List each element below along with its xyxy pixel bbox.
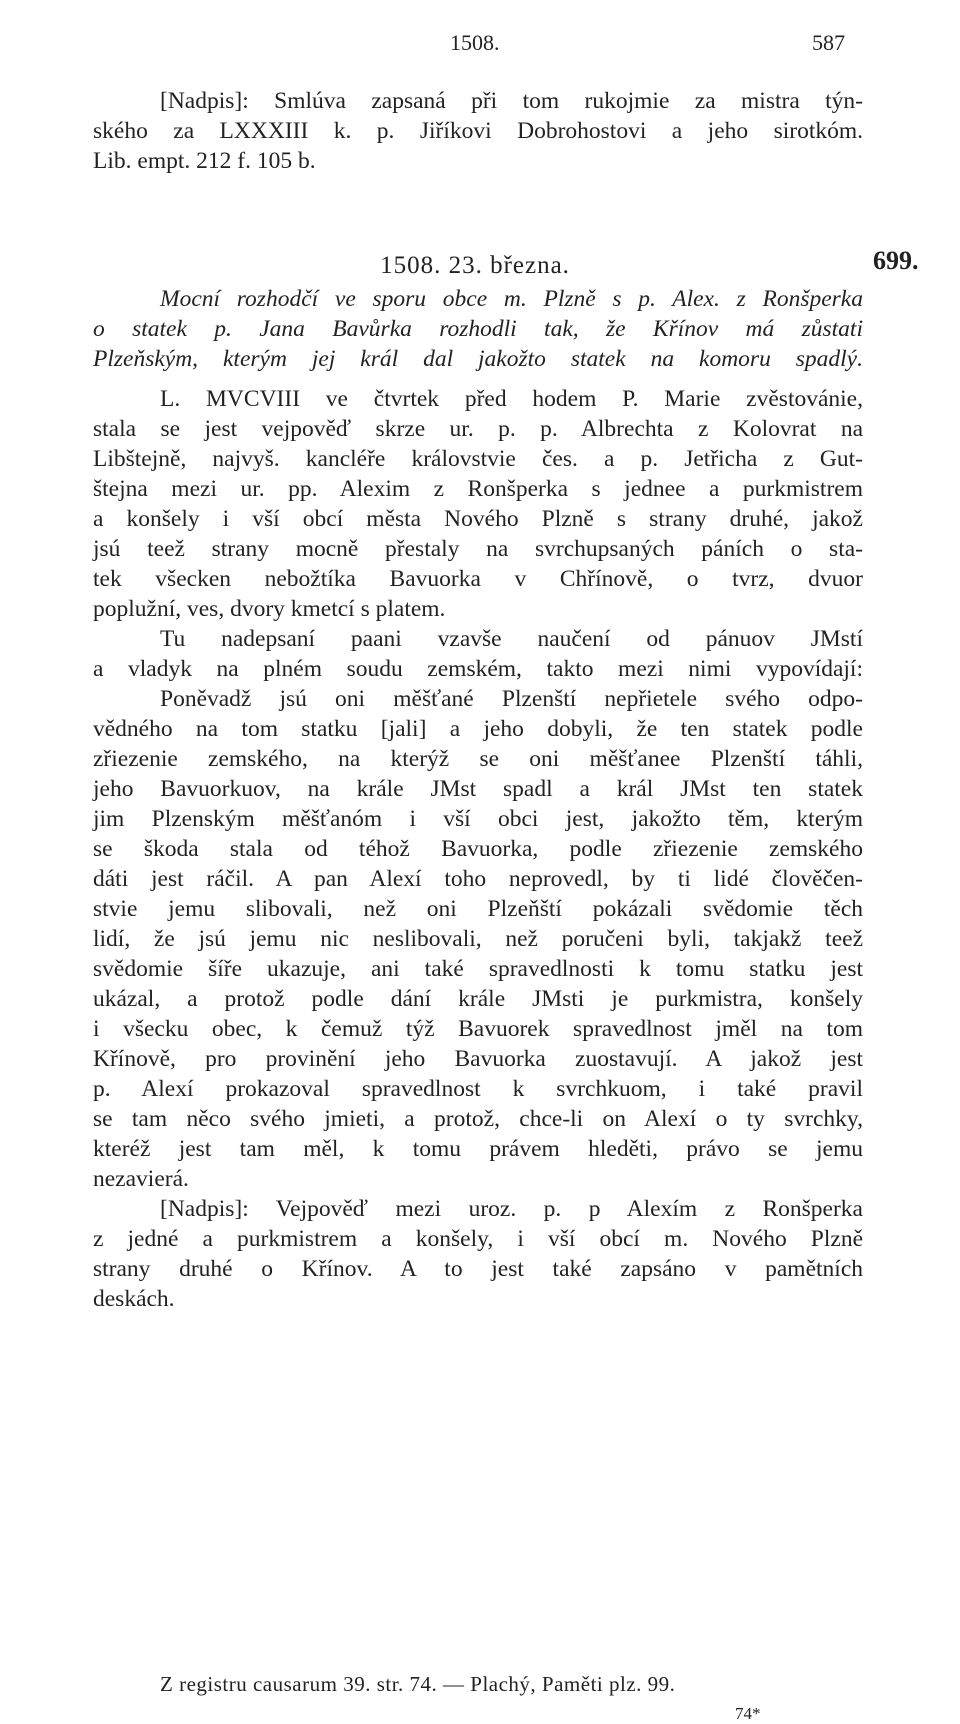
running-header-year: 1508. [450,30,500,55]
entry-date-heading: 1508. 23. března. [380,252,570,279]
body-line: jsú teež strany mocně přestaly na svrchupsaných páních o sta- [93,536,863,562]
body-line: Poněvadž jsú oni měšťané Plzenští nepřietele svého odpo- [160,686,863,712]
intro-line: [Nadpis]: Smlúva zapsaná při tom rukojmie za mistra týn- [160,88,863,114]
body-line: štejna mezi ur. pp. Alexim z Ronšperka s jednee a purkmistrem [93,476,863,502]
body-line: lidí, že jsú jemu nic neslibovali, než poručeni byli, takjakž teež [93,926,863,952]
body-line: Křínově, pro provinění jeho Bavuorka zuostavují. A jakož jest [93,1046,863,1072]
body-line: poplužní, ves, dvory kmetcí s platem. [93,596,446,622]
summary-line: Plzeňským, kterým jej král dal jakožto statek na komoru spadlý. [93,346,863,372]
body-line: strany druhé o Křínov. A to jest také zapsáno v pamětních [93,1256,863,1282]
body-line: tek všecken nebožtíka Bavuorka v Chřínově, o tvrz, dvuor [93,566,863,592]
body-line: jim Plzenským měšťanóm i vší obci jest, jakožto těm, kterým [93,806,863,832]
page-number: 587 [812,30,845,55]
body-line: a konšely i vší obcí města Nového Plzně s strany druhé, jakož [93,506,863,532]
source-citation: Z registru causarum 39. str. 74. — Plachý, Paměti plz. 99. [160,1672,676,1696]
body-line: L. MVCVIII ve čtvrtek před hodem P. Marie zvěstovánie, [160,386,863,412]
body-line: Libštejně, najvyš. kancléře královstvie čes. a p. Jetřicha z Gut- [93,446,863,472]
body-line: zřiezenie zemského, na kterýž se oni měšťanee Plzenští táhli, [93,746,863,772]
entry-number: 699. [873,246,919,275]
body-line: nezavierá. [93,1166,189,1192]
body-line: dáti jest ráčil. A pan Alexí toho neprovedl, by ti lidé člověčen- [93,866,863,892]
body-line: se tam něco svého jmieti, a protož, chce-li on Alexí o ty svrchky, [93,1106,863,1132]
body-line: a vladyk na plném soudu zemském, takto mezi nimi vypovídají: [93,656,863,682]
body-line: i všecku obec, k čemuž týž Bavuorek spravedlnost jměl na tom [93,1016,863,1042]
signature-mark: 74* [735,1704,761,1723]
body-line: stvie jemu slibovali, než oni Plzeňští pokázali svědomie těch [93,896,863,922]
body-line: jeho Bavuorkuov, na krále JMst spadl a král JMst ten statek [93,776,863,802]
body-line: deskách. [93,1286,175,1312]
body-line: svědomie šíře ukazuje, ani také spravedlnosti k tomu statku jest [93,956,863,982]
body-line: ukázal, a protož podle dání krále JMsti je purkmistra, konšely [93,986,863,1012]
body-line: vědného na tom statku [jali] a jeho dobyli, že ten statek podle [93,716,863,742]
intro-line: ského za LXXXIII k. p. Jiříkovi Dobrohostovi a jeho sirotkóm. [93,118,863,144]
body-line: [Nadpis]: Vejpověď mezi uroz. p. p Alexím z Ronšperka [160,1196,863,1222]
body-line: z jedné a purkmistrem a konšely, i vší obcí m. Nového Plzně [93,1226,863,1252]
body-line: Tu nadepsaní paani vzavše naučení od pánuov JMstí [160,626,863,652]
summary-line: Mocní rozhodčí ve sporu obce m. Plzně s p. Alex. z Ronšperka [160,286,863,312]
body-line: stala se jest vejpověď skrze ur. p. p. Albrechta z Kolovrat na [93,416,863,442]
body-line: se škoda stala od téhož Bavuorka, podle zřiezenie zemského [93,836,863,862]
summary-line: o statek p. Jana Bavůrka rozhodli tak, že Křínov má zůstati [93,316,863,342]
body-line: kteréž jest tam měl, k tomu právem hleděti, právo se jemu [93,1136,863,1162]
body-line: p. Alexí prokazoval spravedlnost k svrchkuom, i také pravil [93,1076,863,1102]
intro-line: Lib. empt. 212 f. 105 b. [93,148,316,174]
